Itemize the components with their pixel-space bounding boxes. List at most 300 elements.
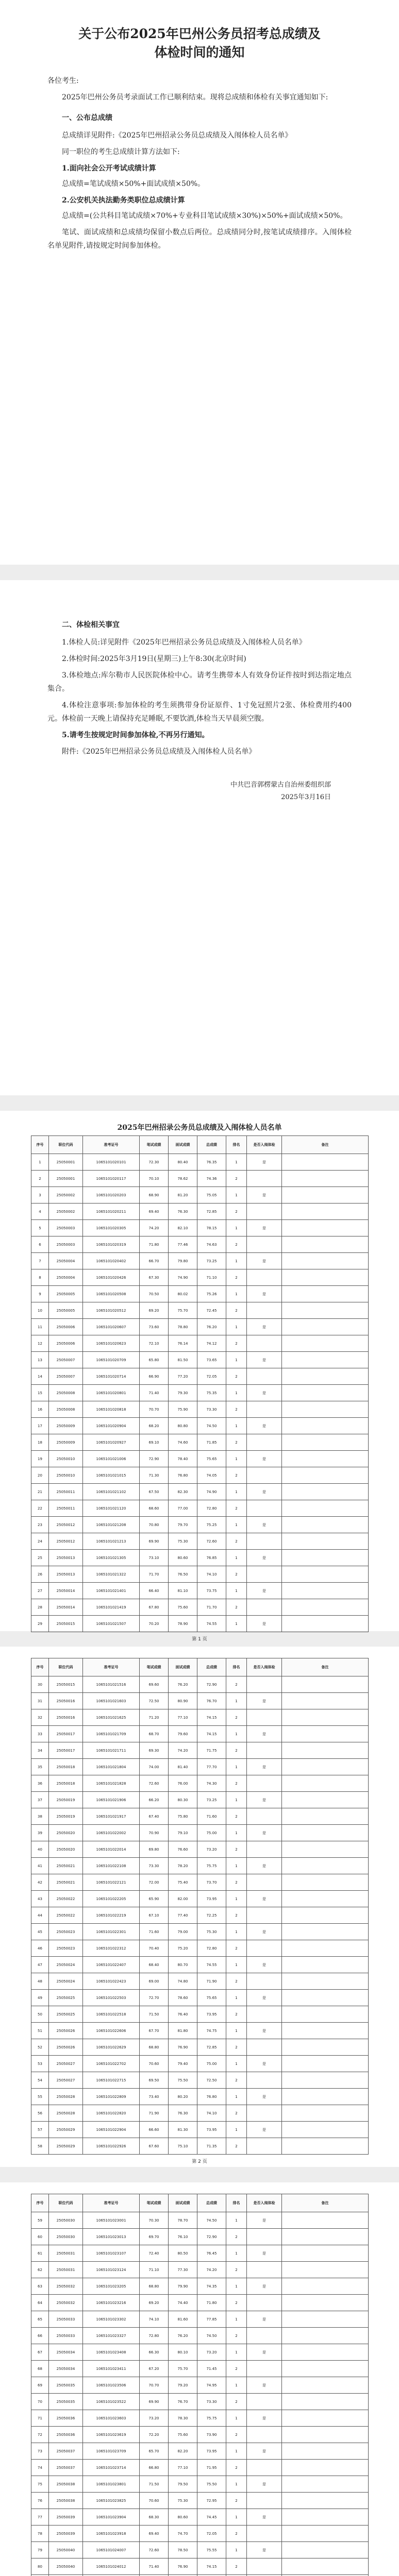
table-cell: 8 [31, 1269, 49, 1286]
table-cell [247, 1676, 282, 1693]
table-cell [282, 1566, 369, 1583]
section-heading-medical: 二、体检相关事宜 [62, 621, 120, 629]
table-row [31, 1187, 369, 1204]
table-cell: 60 [31, 2229, 49, 2245]
table-cell: 76.20 [169, 1676, 197, 1693]
table-row [31, 1858, 369, 1874]
table-cell: 25050005 [49, 1302, 83, 1319]
table-cell: 25050034 [49, 2344, 83, 2361]
table-cell [282, 1583, 369, 1599]
table-cell: 是 [247, 1792, 282, 1808]
table-cell: 25050019 [49, 1792, 83, 1808]
table-cell: 1 [226, 1187, 247, 1204]
table-cell: 是 [247, 1550, 282, 1566]
table-cell [247, 2072, 282, 2089]
table-cell: 25050027 [49, 2072, 83, 2089]
table-cell: 1 [226, 1858, 247, 1874]
table-cell: 75.60 [169, 2427, 197, 2443]
table-cell: 75.10 [169, 2138, 197, 2155]
table-cell [247, 1368, 282, 1385]
table-cell: 25050006 [49, 1335, 83, 1352]
table-cell: 76.35 [197, 1154, 226, 1171]
table-cell: 1065101023124 [83, 2262, 140, 2278]
table-cell: 25050001 [49, 1171, 83, 1187]
table-cell [282, 2361, 369, 2377]
table-cell: 是 [247, 1583, 282, 1599]
table-row [31, 2039, 369, 2056]
table-cell: 71.10 [197, 1269, 226, 1286]
table-row [31, 2311, 369, 2328]
table-cell [247, 1940, 282, 1957]
table-cell [247, 1171, 282, 1187]
table-cell: 是 [247, 1484, 282, 1500]
table-cell: 81.60 [169, 2311, 197, 2328]
table-cell: 76.50 [169, 1566, 197, 1583]
column-header: 面试成绩 [169, 1136, 197, 1154]
table-cell: 是 [247, 2311, 282, 2328]
table-cell: 38 [31, 1808, 49, 1825]
table-cell [282, 1500, 369, 1517]
table-cell: 75.20 [169, 1940, 197, 1957]
table-cell: 25050014 [49, 1599, 83, 1616]
table-cell [247, 2526, 282, 2542]
table-cell: 25050023 [49, 1940, 83, 1957]
table-cell: 66 [31, 2328, 49, 2344]
table-cell: 1065101021208 [83, 1517, 140, 1533]
table-cell: 72.90 [140, 1451, 169, 1467]
table-cell: 48 [31, 1973, 49, 1990]
table-row [31, 1204, 369, 1220]
table-cell: 81.80 [169, 2023, 197, 2039]
table-cell: 80.10 [169, 2344, 197, 2361]
table-cell: 75.65 [197, 1451, 226, 1467]
table-cell: 69.20 [140, 2295, 169, 2311]
table-cell: 80.90 [169, 1693, 197, 1709]
paragraph: 总成绩=(公共科目笔试成绩×70%+专业科目笔试成绩×30%)×50%+面试成绩×50%。 [62, 212, 347, 220]
table-cell: 79.20 [169, 2377, 197, 2394]
table-cell: 78 [31, 2526, 49, 2542]
table-cell: 1 [226, 1616, 247, 1632]
table-cell: 72.10 [140, 1335, 169, 1352]
table-cell: 25050021 [49, 1858, 83, 1874]
table-cell: 是 [247, 1924, 282, 1940]
table-cell: 72.60 [140, 2542, 169, 2558]
table-cell [247, 1533, 282, 1550]
table-cell: 1 [226, 2245, 247, 2262]
table-cell: 25050026 [49, 2039, 83, 2056]
table-cell: 1 [226, 1891, 247, 1907]
table-cell: 71.70 [140, 1566, 169, 1583]
table-cell: 75.00 [197, 2056, 226, 2072]
table-cell: 25050011 [49, 1484, 83, 1500]
table-cell: 1 [226, 1990, 247, 2006]
table-cell: 1065101021120 [83, 1500, 140, 1517]
table-row [31, 1990, 369, 2006]
table-cell: 25050033 [49, 2311, 83, 2328]
table-cell [282, 1533, 369, 1550]
table-row [31, 2476, 369, 2493]
table-row [31, 1550, 369, 1566]
table-cell: 71.10 [140, 2262, 169, 2278]
table-cell: 1065101020607 [83, 1319, 140, 1335]
table-cell: 1 [226, 1286, 247, 1302]
table-cell: 74 [31, 2460, 49, 2476]
table-cell: 1065101020426 [83, 1269, 140, 1286]
table-cell: 75.40 [169, 1874, 197, 1891]
table-cell: 25050002 [49, 1187, 83, 1204]
table-cell: 2 [226, 1566, 247, 1583]
table-cell [282, 1726, 369, 1742]
table-cell: 25050039 [49, 2526, 83, 2542]
table-cell: 1065101021006 [83, 1451, 140, 1467]
paragraph: 3.体检地点:库尔勒市人民医院体检中心。请考生携带本人有效身份证件按时到达指定地点集合。 [47, 671, 352, 693]
table-cell: 2 [226, 2006, 247, 2023]
table-cell: 2 [226, 1742, 247, 1759]
table-cell: 50 [31, 2006, 49, 2023]
table-cell: 1065101020508 [83, 1286, 140, 1302]
table-cell: 25050007 [49, 1352, 83, 1368]
table-row [31, 1616, 369, 1632]
table-row [31, 1566, 369, 1583]
table-cell [282, 1858, 369, 1874]
signature-block [47, 779, 352, 804]
table-cell [282, 1319, 369, 1335]
table-cell: 1065101022219 [83, 1907, 140, 1924]
table-cell: 1065101023302 [83, 2311, 140, 2328]
table-cell: 65.70 [140, 2443, 169, 2460]
table-cell: 1 [226, 1792, 247, 1808]
table-cell [282, 1434, 369, 1451]
table-cell: 68.20 [140, 1418, 169, 1434]
notice-page-2 [0, 580, 399, 1095]
table-cell: 70.80 [140, 1517, 169, 1533]
table-cell: 25050024 [49, 1957, 83, 1973]
table-cell: 80.30 [169, 1792, 197, 1808]
table-cell [282, 1676, 369, 1693]
table-cell: 75.30 [169, 1533, 197, 1550]
table-cell: 75.60 [169, 1599, 197, 1616]
table-cell: 是 [247, 2476, 282, 2493]
table-row [31, 2072, 369, 2089]
sub-heading: 2.公安机关执法勤务类职位总成绩计算 [62, 196, 185, 205]
table-cell: 69.90 [140, 1533, 169, 1550]
table-cell [247, 1434, 282, 1451]
table-cell [247, 2361, 282, 2377]
table-cell: 74.50 [197, 2212, 226, 2229]
table-cell: 2 [226, 2105, 247, 2122]
table-row [31, 1808, 369, 1825]
table-cell: 1 [226, 2056, 247, 2072]
table-cell: 12 [31, 1335, 49, 1352]
table-row [31, 2443, 369, 2460]
table-cell: 1065101023825 [83, 2493, 140, 2509]
column-header: 笔试成绩 [140, 1658, 169, 1676]
column-header: 备注 [282, 1136, 369, 1154]
paragraph: 总成绩=笔试成绩×50%+面试成绩×50%。 [62, 180, 205, 188]
table-cell: 1065101020709 [83, 1352, 140, 1368]
table-cell: 1 [226, 1726, 247, 1742]
table-cell: 1065101023001 [83, 2212, 140, 2229]
table-cell: 25050019 [49, 1808, 83, 1825]
table-cell: 25050023 [49, 1924, 83, 1940]
table-cell: 1 [226, 2443, 247, 2460]
table-cell: 73.95 [197, 2006, 226, 2023]
table-cell: 1065101020211 [83, 1204, 140, 1220]
table-cell [282, 1517, 369, 1533]
table-cell: 73.40 [140, 2089, 169, 2105]
table-cell: 1 [226, 1385, 247, 1401]
table-cell: 72.05 [197, 1368, 226, 1385]
table-cell [247, 1269, 282, 1286]
table-cell: 36 [31, 1775, 49, 1792]
table-cell: 70.10 [140, 1171, 169, 1187]
table-cell: 71.70 [197, 1599, 226, 1616]
table-cell: 59 [31, 2212, 49, 2229]
table-row [31, 2493, 369, 2509]
table-cell: 67.20 [140, 2361, 169, 2377]
table-row [31, 1335, 369, 1352]
table-cell: 76.85 [197, 1550, 226, 1566]
table-cell [282, 2229, 369, 2245]
table-cell: 25050008 [49, 1401, 83, 1418]
table-row [31, 2138, 369, 2155]
attachment-line: 附件:《2025年巴州招录公务员总成绩及入闱体检人员名单》 [62, 748, 256, 756]
table-cell: 67.80 [140, 1599, 169, 1616]
table-cell: 79.60 [169, 1726, 197, 1742]
table-cell: 67 [31, 2344, 49, 2361]
table-cell: 25050020 [49, 1825, 83, 1841]
table-cell [282, 1204, 369, 1220]
table-cell: 76.70 [169, 2394, 197, 2410]
table-cell: 1065101020623 [83, 1335, 140, 1352]
table-cell: 1 [226, 1418, 247, 1434]
table-cell [282, 1973, 369, 1990]
table-row [31, 1286, 369, 1302]
table-cell: 73.20 [140, 2410, 169, 2427]
table-cell: 是 [247, 2377, 282, 2394]
table-cell: 25050031 [49, 2262, 83, 2278]
table-cell: 1065101021507 [83, 1616, 140, 1632]
table-cell: 25050032 [49, 2278, 83, 2295]
table-cell: 66.80 [140, 2460, 169, 2476]
table-cell: 25050008 [49, 1385, 83, 1401]
table-cell: 76.90 [169, 2039, 197, 2056]
table-cell: 67.30 [140, 1269, 169, 1286]
table-cell: 76.00 [169, 1775, 197, 1792]
table-cell [282, 1187, 369, 1204]
table-cell: 74.95 [197, 2377, 226, 2394]
table-row [31, 2278, 369, 2295]
table-cell: 1065101021917 [83, 1808, 140, 1825]
table-cell: 39 [31, 1825, 49, 1841]
table-cell [282, 2122, 369, 2138]
table-cell [282, 2278, 369, 2295]
table-cell: 67.50 [140, 1484, 169, 1500]
table-cell [282, 1841, 369, 1858]
table-cell: 是 [247, 1352, 282, 1368]
table-cell: 78.20 [169, 1858, 197, 1874]
table-cell: 1065101021711 [83, 1742, 140, 1759]
table-cell [282, 1616, 369, 1632]
table-row [31, 2245, 369, 2262]
table-cell: 53 [31, 2056, 49, 2072]
table-cell: 77.10 [169, 2460, 197, 2476]
table-row [31, 1599, 369, 1616]
table-cell: 是 [247, 1220, 282, 1236]
table-cell: 44 [31, 1907, 49, 1924]
table-cell: 75.30 [197, 1924, 226, 1940]
table-cell: 74.70 [169, 2526, 197, 2542]
table-cell: 17 [31, 1418, 49, 1434]
table-cell: 20 [31, 1467, 49, 1484]
table-cell: 68.90 [140, 1187, 169, 1204]
table-cell: 2 [226, 1204, 247, 1220]
table-cell: 72.60 [197, 1533, 226, 1550]
table-cell [282, 1467, 369, 1484]
table-cell: 74.20 [197, 2262, 226, 2278]
table-cell: 1065101020101 [83, 1154, 140, 1171]
table-cell [282, 2262, 369, 2278]
table-cell: 75.26 [197, 1286, 226, 1302]
table-cell [247, 1907, 282, 1924]
table-cell: 1 [226, 1484, 247, 1500]
table-cell: 69.20 [140, 1302, 169, 1319]
table-cell: 71.60 [140, 1924, 169, 1940]
table-cell: 76.10 [169, 2229, 197, 2245]
table-cell: 74.35 [197, 2278, 226, 2295]
table-row [31, 2023, 369, 2039]
table-cell: 2 [226, 2039, 247, 2056]
table-cell: 22 [31, 1500, 49, 1517]
table-cell [282, 1874, 369, 1891]
table-row [31, 2105, 369, 2122]
table-cell: 25050026 [49, 2023, 83, 2039]
table-cell [247, 1599, 282, 1616]
table-row [31, 1220, 369, 1236]
table-cell: 51 [31, 2023, 49, 2039]
table-cell: 1065101021305 [83, 1550, 140, 1566]
table-cell: 73.70 [197, 1874, 226, 1891]
table-cell: 27 [31, 1583, 49, 1599]
table-cell [282, 2089, 369, 2105]
table-cell: 67.10 [140, 1907, 169, 1924]
table-cell: 72.60 [140, 1775, 169, 1792]
column-header: 序号 [31, 2194, 49, 2212]
table-cell: 66.60 [140, 2122, 169, 2138]
table-row [31, 1533, 369, 1550]
table-cell: 74.00 [140, 1759, 169, 1775]
table-cell: 25050021 [49, 1874, 83, 1891]
table-row [31, 1759, 369, 1775]
table-cell [247, 1236, 282, 1253]
table-cell: 70.90 [140, 1825, 169, 1841]
table-cell: 73 [31, 2443, 49, 2460]
table-cell: 2 [226, 2361, 247, 2377]
column-header: 职位代码 [49, 2194, 83, 2212]
table-cell: 80.50 [169, 2245, 197, 2262]
table-cell: 2 [226, 1907, 247, 1924]
column-header: 是否入闱体检 [247, 1136, 282, 1154]
table-cell: 2 [226, 2394, 247, 2410]
table-cell: 73.20 [197, 2344, 226, 2361]
table-cell [247, 1841, 282, 1858]
table-cell: 77.85 [197, 2311, 226, 2328]
table-cell: 73.20 [197, 1841, 226, 1858]
table-cell: 25050013 [49, 1566, 83, 1583]
table-cell: 72.85 [197, 1204, 226, 1220]
table-cell: 71.80 [140, 1236, 169, 1253]
table-cell [247, 1566, 282, 1583]
table-cell: 1 [226, 1220, 247, 1236]
table-cell: 45 [31, 1924, 49, 1940]
table-cell: 是 [247, 2245, 282, 2262]
table-cell: 68.30 [140, 2509, 169, 2526]
table-row [31, 1418, 369, 1434]
table-cell: 37 [31, 1792, 49, 1808]
table-cell: 25050029 [49, 2138, 83, 2155]
table-cell: 72.80 [197, 1500, 226, 1517]
column-header: 总成绩 [197, 2194, 226, 2212]
table-cell: 73.30 [197, 2394, 226, 2410]
column-header: 备注 [282, 2194, 369, 2212]
table-cell: 7 [31, 1253, 49, 1269]
table-cell: 1 [226, 2509, 247, 2526]
table-row [31, 1385, 369, 1401]
table-cell: 75.25 [197, 1517, 226, 1533]
table-cell: 1065101022014 [83, 1841, 140, 1858]
table-cell: 是 [247, 2122, 282, 2138]
table-cell: 25050037 [49, 2460, 83, 2476]
table-cell: 49 [31, 1990, 49, 2006]
table-cell: 1065101023107 [83, 2245, 140, 2262]
table-cell [282, 1924, 369, 1940]
table-row [31, 2361, 369, 2377]
table-cell: 25050017 [49, 1742, 83, 1759]
table-cell: 25050029 [49, 2122, 83, 2138]
table-cell [282, 1352, 369, 1368]
table-cell: 1 [226, 1451, 247, 1467]
table-cell: 1 [226, 1319, 247, 1335]
table-cell [282, 2311, 369, 2328]
table-cell: 66.70 [140, 1253, 169, 1269]
table-cell: 30 [31, 1676, 49, 1693]
table-cell: 67.40 [140, 1808, 169, 1825]
column-header: 面试成绩 [169, 1658, 197, 1676]
table-row [31, 1940, 369, 1957]
table-cell: 71.80 [197, 2295, 226, 2311]
table-row [31, 2089, 369, 2105]
table-cell: 25050022 [49, 1907, 83, 1924]
table-row [31, 1726, 369, 1742]
table-cell: 79 [31, 2542, 49, 2558]
table-cell: 72.95 [197, 2493, 226, 2509]
table-row [31, 2006, 369, 2023]
table-cell: 1065101021828 [83, 1775, 140, 1792]
table-cell: 64 [31, 2295, 49, 2311]
table-cell: 1065101020714 [83, 1368, 140, 1385]
table-cell [247, 2229, 282, 2245]
table-cell: 41 [31, 1858, 49, 1874]
table-cell: 25050001 [49, 1154, 83, 1171]
table-cell [282, 1286, 369, 1302]
table-cell: 是 [247, 1858, 282, 1874]
table-cell: 25050016 [49, 1709, 83, 1726]
table-cell: 69.90 [140, 2394, 169, 2410]
column-header: 职位代码 [49, 1658, 83, 1676]
table-cell: 是 [247, 1187, 282, 1204]
table-cell: 76.70 [197, 1693, 226, 1709]
table-cell [282, 2410, 369, 2427]
